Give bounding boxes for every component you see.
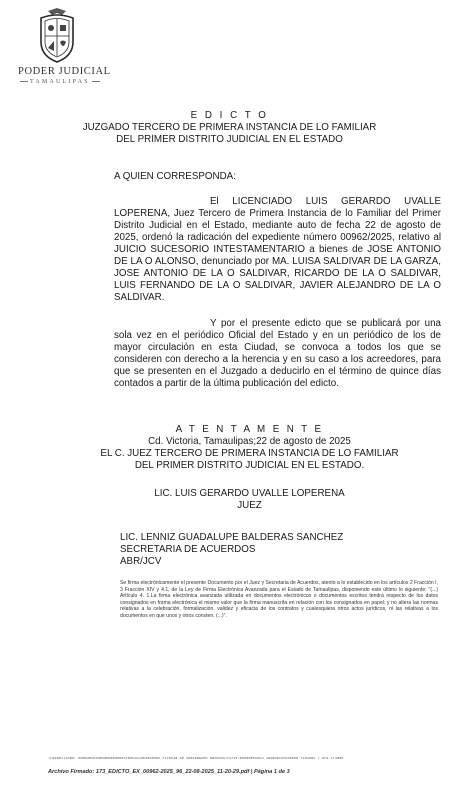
court-line-2: DEL PRIMER DISTRITO JUDICIAL EN EL ESTADO [116, 134, 343, 145]
signer-role: JUEZ [237, 500, 262, 511]
org-name: PODER JUDICIAL [18, 66, 111, 77]
traceability-code: Trazabilidad: 80a83e5e8de5ad6ee8e8e3f6e52833e3a4e0b2 f1fec2a 8e 4ea1ba62e0 8a2b3d37f5f9f7e6ea0e5c8c3 1a1a0b1c5c2a5b6 f1a4d95 7 4f8 1f1a0e [48, 757, 344, 761]
institution-logo [18, 6, 111, 85]
secretary-name: LIC. LENNIZ GUADALUPE BALDERAS SANCHEZ [120, 532, 344, 543]
signer-name: LIC. LUIS GERARDO UVALLE LOPERENA [154, 488, 345, 499]
document-title [0, 110, 459, 146]
edicto-heading: E D I C T O [190, 110, 269, 121]
secretary-block [120, 532, 343, 568]
closing-line-1: EL C. JUEZ TERCERO DE PRIMERA INSTANCIA DE LO FAMILIAR [100, 448, 399, 459]
secretary-initials: ABR/JCV [120, 556, 162, 567]
closing-block [0, 424, 459, 472]
place-date: Cd. Victoria, Tamaulipas;22 de agosto de 2025 [148, 436, 351, 447]
closing-line-2: DEL PRIMER DISTRITO JUDICIAL EN EL ESTADO. [134, 460, 365, 471]
seal-icon [35, 6, 79, 64]
body-paragraph-1: El LICENCIADO LUIS GERARDO UVALLE LOPERENA, Juez Tercero de Primera Instancia de lo Familiar del Primer Distrito Judicial en el Estado, mediante auto de fecha 22 de agosto de 2025, ordenó la radicación del expediente número 00962/2025, relativo al JUICIO SUCESORIO INTESTAMENTARIO a bienes de JOSE ANTONIO DE LA O ALONSO, denunciado por MA. LUISA SALDIVAR DE LA GARZA, JOSE ANTONIO DE LA O SALDIVAR, RICARDO DE LA O SALDIVAR, LUIS FERNANDO DE LA O SALDIVAR, JAVIER ALEJANDRO DE LA O SALDIVAR. [114, 196, 441, 303]
e-signature-legal-note: Se firma electrónicamente el presente Documento por el Juez y Secretaria de Acuerdos, atento a lo establecido en los artículos 2 Fracción I, 3 Fracción XIV y 4.1, de la Ley de Firma Electrónica Avanzada para el Estado de Tamaulipas, disponiendo este último lo siguiente: "(...) Artículo 4. 1.La firma electrónica avanzada utilizada en documentos electrónicos o documentos escritos tendrá respecto de los datos consignados en forma electrónica el mismo valor que la firma manuscrita en relación con los consignados en papel; y no altera las normas relativas a la celebración, formalización, validez y eficacia de los contratos y cualesquiera otros actos jurídicos, ni las relativas a los documentos en que unos y otros consten. (...)". [120, 580, 438, 619]
signer-block [0, 488, 459, 512]
court-line-1: JUZGADO TERCERO DE PRIMERA INSTANCIA DE LO FAMILIAR [82, 122, 377, 133]
atentamente: A T E N T A M E N T E [175, 424, 324, 435]
secretary-role: SECRETARIA DE ACUERDOS [120, 544, 256, 555]
addressee: A QUIEN CORRESPONDA: [114, 171, 236, 182]
org-subtitle: TAMAULIPAS [18, 79, 96, 85]
footer-file-info: Archivo Firmado: 173_EDICTO_EX_00962-2025_96_22-08-2025_11-20-29.pdf | Página 1 de 3 [48, 769, 290, 775]
body-paragraph-2: Y por el presente edicto que se publicará por una sola vez en el periódico Oficial del Estado y en un periódico de los de mayor circulación en esta Ciudad, se convoca a todos los que se consideren con derecho a la herencia y en su caso a los acreedores, para que se presenten en el Juzgado a deducirlo en el término de quince días contados a partir de la última publicación del edicto. [114, 318, 441, 389]
